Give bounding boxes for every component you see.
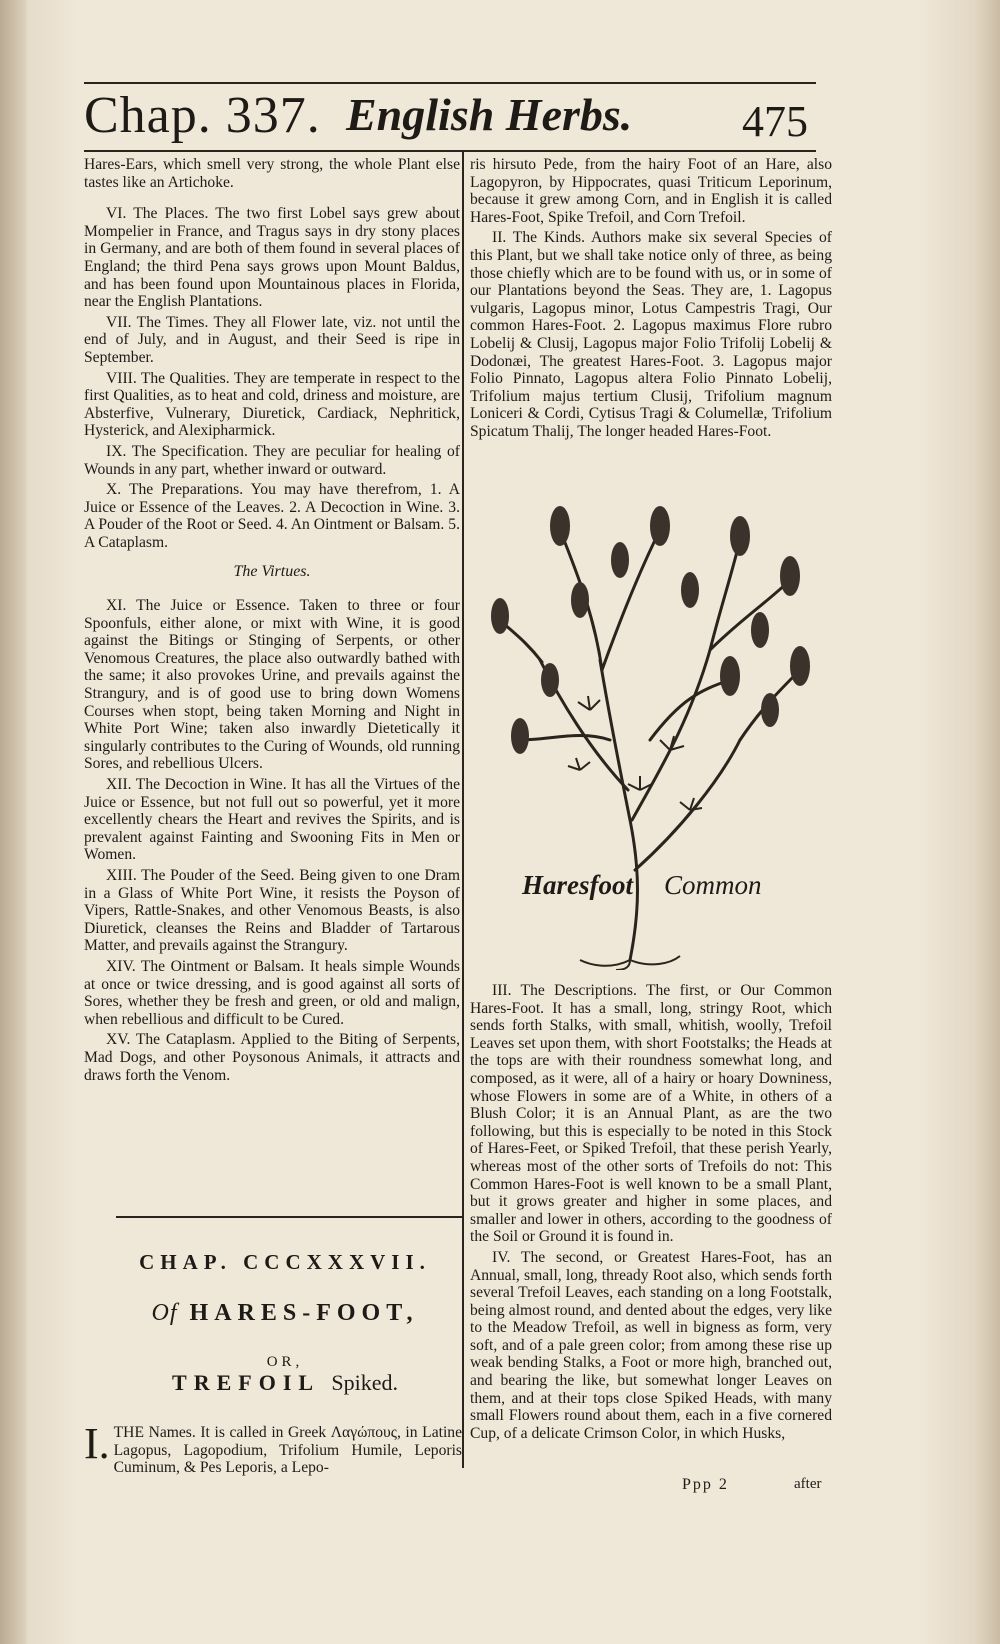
paragraph: VII. The Times. They all Flower late, viz. not until the end of July, and in August, and their Seed is ripe in September. xyxy=(84,313,460,366)
paragraph: III. The Descriptions. The first, or Our Common Hares-Foot. It has a small, long, stringy Root, which sends forth Stalks, with small, whitish, woolly, Trefoil Leaves set upon them, with short Footstalks; the Heads at the tops are with their roundness somewhat long, and composed, as it were, all of a hairy or hoary Downiness, whose Flowers in some are of a White, in others of a Blush Color; it is an Annual Plant, as are the two following, but this is especially to be noted in this Stock of Hares-Feet, or Spiked Trefoil, that these perish Yearly, whereas most of the other sorts of Trefoils do not: This Common Hares-Foot is well known to be a small Plant, but it grows greater and higher in some places, and smaller and lower in others, according to the goodness of the Soil or Ground it is found in. xyxy=(470,982,832,1246)
header-chapter: Chap. 337. xyxy=(84,87,321,144)
names-paragraph xyxy=(84,1419,462,1477)
chapter-subtitle-rest: Spiked. xyxy=(331,1370,398,1395)
chapter-title xyxy=(100,1300,470,1327)
paragraph: IV. The second, or Greatest Hares-Foot, has an Annual, small, long, thready Root also, which sends forth several Trefoil Leaves, each standing on a long Footstalk, being almost round, and dented about the edges, very like to the Meadow Trefoil, as well in bigness as form, very soft, and of a pale green color; from among these rise up weak bending Stalks, a Foot or more high, branched out, and bearing the like, but somewhat longer Leaves on them, and at their tops close Spiked Heads, with many small Flowers round about them, each in a five cornered Cup, of a delicate Crimson Color, in which Husks, xyxy=(470,1248,832,1442)
signature-mark: Ppp 2 xyxy=(682,1476,729,1493)
paragraph: Hares-Ears, which smell very strong, the whole Plant else tastes like an Artichoke. xyxy=(84,156,460,191)
virtues-heading: The Virtues. xyxy=(233,563,311,581)
paragraph: XII. The Decoction in Wine. It has all the Virtues of the Juice or Essence, but not full out so powerful, yet it more excellently chears the Heart and revives the Spirits, and is prevalent against Fainting and Swooning Fits in Men or Women. xyxy=(84,776,460,864)
names-text: THE Names. It is called in Greek Λαγώπους, in Latine Lagopus, Lagopodium, Trifolium Humile, Leporis Cuminum, & Pes Leporis, a Lepo- xyxy=(113,1424,462,1477)
figure-caption-common: Common xyxy=(664,870,762,900)
chapter-subtitle xyxy=(100,1370,470,1396)
right-column-lower xyxy=(470,982,832,1445)
chapter-or: OR, xyxy=(266,1354,304,1370)
catchword: after xyxy=(794,1476,822,1492)
chapter-number: CHAP. CCCXXXVII. xyxy=(139,1250,431,1274)
paragraph: XV. The Cataplasm. Applied to the Biting of Serpents, Mad Dogs, and other Poysonous Animals, it attracts and draws forth the Venom. xyxy=(84,1031,460,1084)
page-number: 475 xyxy=(742,97,808,146)
paragraph: II. The Kinds. Authors make six several Species of this Plant, but we shall take notice only of three, as being those chiefly which are to be found with us, or in some of our Plantations beyond the Seas. They are, 1. Lagopus vulgaris, Lagopus minor, Lotus Campestris Tragi, Our common Hares-Foot. 2. Lagopus maximus Flore rubro Lobelij & Clusij, Lagopus major Folio Trifolij Lobelij & Dodonæi, The greatest Hares-Foot. 3. Lagopus major Folio Pinnato, Lagopus altera Folio Pinnato Lobelij, Trifolium majus tertium Clusij, Trifolium magnum Loniceri & Cordi, Cytisus Tragi & Columellæ, Trifolium Spicatum Thalij, The longer headed Hares-Foot. xyxy=(470,229,832,440)
chapter-separator-rule xyxy=(116,1216,462,1218)
paragraph: IX. The Specification. They are peculiar for healing of Wounds in any part, whether inward or outward. xyxy=(84,442,460,478)
paragraph: ris hirsuto Pede, from the hairy Foot of an Hare, also Lagopyron, by Hippocrates, quasi Triticum Leporinum, because it grew among Corn, and in English it is called Hares-Foot, Spike Trefoil, and Corn Trefoil. xyxy=(470,156,832,226)
figure-caption-haresfoot: Haresfoot xyxy=(522,870,633,900)
paragraph: XIII. The Pouder of the Seed. Being given to one Dram in a Glass of White Port Wine, it resists the Poyson of Vipers, Rattle-Snakes, and other Venomous Beasts, is also Diuretick, cleanses the Reins and Bladder of Tartarous Matter, and prevails against the Strangury. xyxy=(84,866,460,955)
running-header xyxy=(84,82,816,152)
paragraph: VI. The Places. The two first Lobel says grew about Mompelier in France, and Tragus says in dry stony places in Germany, and are both of them found in several places of England; the third Pena says grows upon Mount Baldus, and has been found upon Mountainous places in Florida, near the English Plantations. xyxy=(84,205,460,311)
header-title: English Herbs. xyxy=(346,89,633,140)
paragraph: X. The Preparations. You may have therefrom, 1. A Juice or Essence of the Leaves. 2. A Decoction in Wine. 3. A Pouder of the Root or Seed. 4. An Ointment or Balsam. 5. A Cataplasm. xyxy=(84,481,460,551)
page-binding-edge xyxy=(0,0,26,1644)
chapter-title-main: HARES-FOOT, xyxy=(189,1300,419,1326)
drop-cap: I. xyxy=(84,1419,110,1468)
chapter-title-of: Of xyxy=(151,1300,178,1326)
paragraph: XIV. The Ointment or Balsam. It heals simple Wounds at once or twice dressing, and is good against all sorts of Sores, whether they be fresh and green, or old and malign, when rebellious and difficult to be Cured. xyxy=(84,957,460,1028)
right-column xyxy=(470,156,832,444)
chapter-subtitle-caps: TREFOIL xyxy=(172,1370,319,1395)
left-column xyxy=(84,156,460,1087)
paragraph: VIII. The Qualities. They are temperate in respect to the first Qualities, as to heat and cold, driness and moisture, are Absterfive, Vulnerary, Diuretick, Cardiack, Nephritick, Hysterick, and Alexipharmick. xyxy=(84,369,460,440)
paragraph: XI. The Juice or Essence. Taken to three or four Spoonfuls, either alone, or mixt with Wine, it is good against the Bitings or Stinging of Serpents, or other Venomous Creatures, the place also outwardly bathed with the same; it also provokes Urine, and prevails against the Strangury, and is of good use to bring down Womens Courses when stopt, being taken Morning and Night in White Port Wine; taken also inwardly Dietetically it singularly contributes to the Curing of Wounds, old running Sores, and rebellious Ulcers. xyxy=(84,597,460,773)
